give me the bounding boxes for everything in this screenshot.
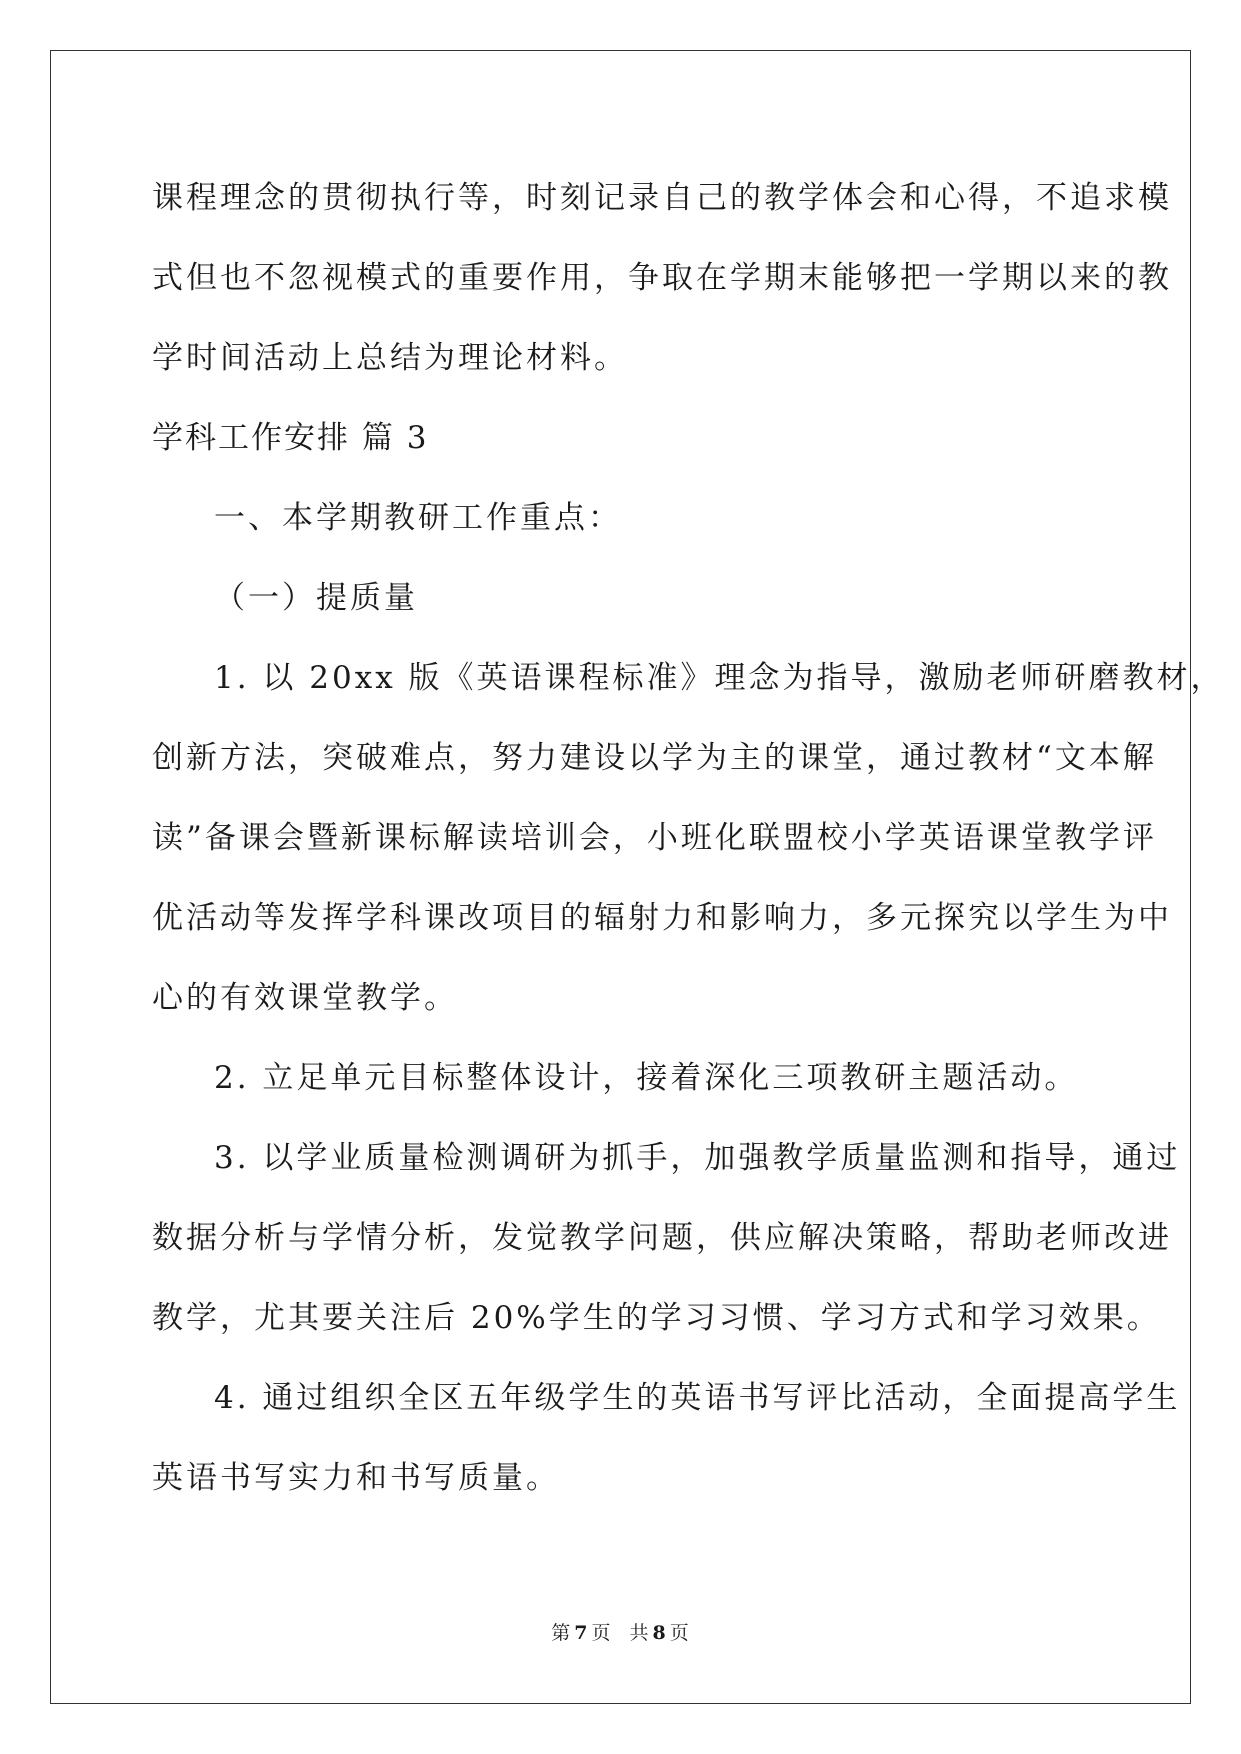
- list-item-1-line: 1. 以 20xx 版《英语课程标准》理念为指导，激励老师研磨教材，: [214, 660, 1225, 696]
- footer-total-prefix: 共: [629, 1622, 650, 1644]
- list-item-1-line: 心的有效课堂教学。: [152, 980, 458, 1016]
- subsection-heading: （一）提质量: [214, 580, 418, 616]
- list-item-1-line: 读”备课会暨新课标解读培训会，小班化联盟校小学英语课堂教学评: [152, 820, 1157, 856]
- footer-prefix: 第: [551, 1622, 572, 1644]
- list-item-1-line: 优活动等发挥学科课改项目的辐射力和影响力，多元探究以学生为中: [152, 900, 1172, 936]
- list-item-3-line: 3. 以学业质量检测调研为抓手，加强教学质量监测和指导，通过: [214, 1140, 1181, 1176]
- list-item-1-line: 创新方法，突破难点，努力建设以学为主的课堂，通过教材“文本解: [152, 740, 1157, 776]
- list-item-3-line: 数据分析与学情分析，发觉教学问题，供应解决策略，帮助老师改进: [152, 1220, 1172, 1256]
- footer-page-unit: 页: [591, 1622, 612, 1644]
- section-title: 学科工作安排 篇 3: [152, 420, 429, 456]
- list-item-4-line: 英语书写实力和书写质量。: [152, 1460, 560, 1496]
- footer-total-unit: 页: [669, 1622, 690, 1644]
- current-page-number: 7: [574, 1622, 589, 1644]
- total-page-number: 8: [652, 1622, 667, 1644]
- list-item-2-line: 2. 立足单元目标整体设计，接着深化三项教研主题活动。: [214, 1060, 1079, 1096]
- list-item-4-line: 4. 通过组织全区五年级学生的英语书写评比活动，全面提高学生: [214, 1380, 1181, 1416]
- document-body: [152, 158, 1225, 1518]
- paragraph-line: 课程理念的贯彻执行等，时刻记录自己的教学体会和心得，不追求模: [152, 180, 1172, 216]
- paragraph-line: 学时间活动上总结为理论材料。: [152, 340, 628, 376]
- list-item-3-line: 教学，尤其要关注后 20%学生的学习习惯、学习方式和学习效果。: [152, 1300, 1161, 1336]
- section-heading: 一、本学期教研工作重点：: [214, 500, 622, 536]
- page-footer: [0, 1618, 1241, 1645]
- paragraph-line: 式但也不忽视模式的重要作用，争取在学期末能够把一学期以来的教: [152, 260, 1172, 296]
